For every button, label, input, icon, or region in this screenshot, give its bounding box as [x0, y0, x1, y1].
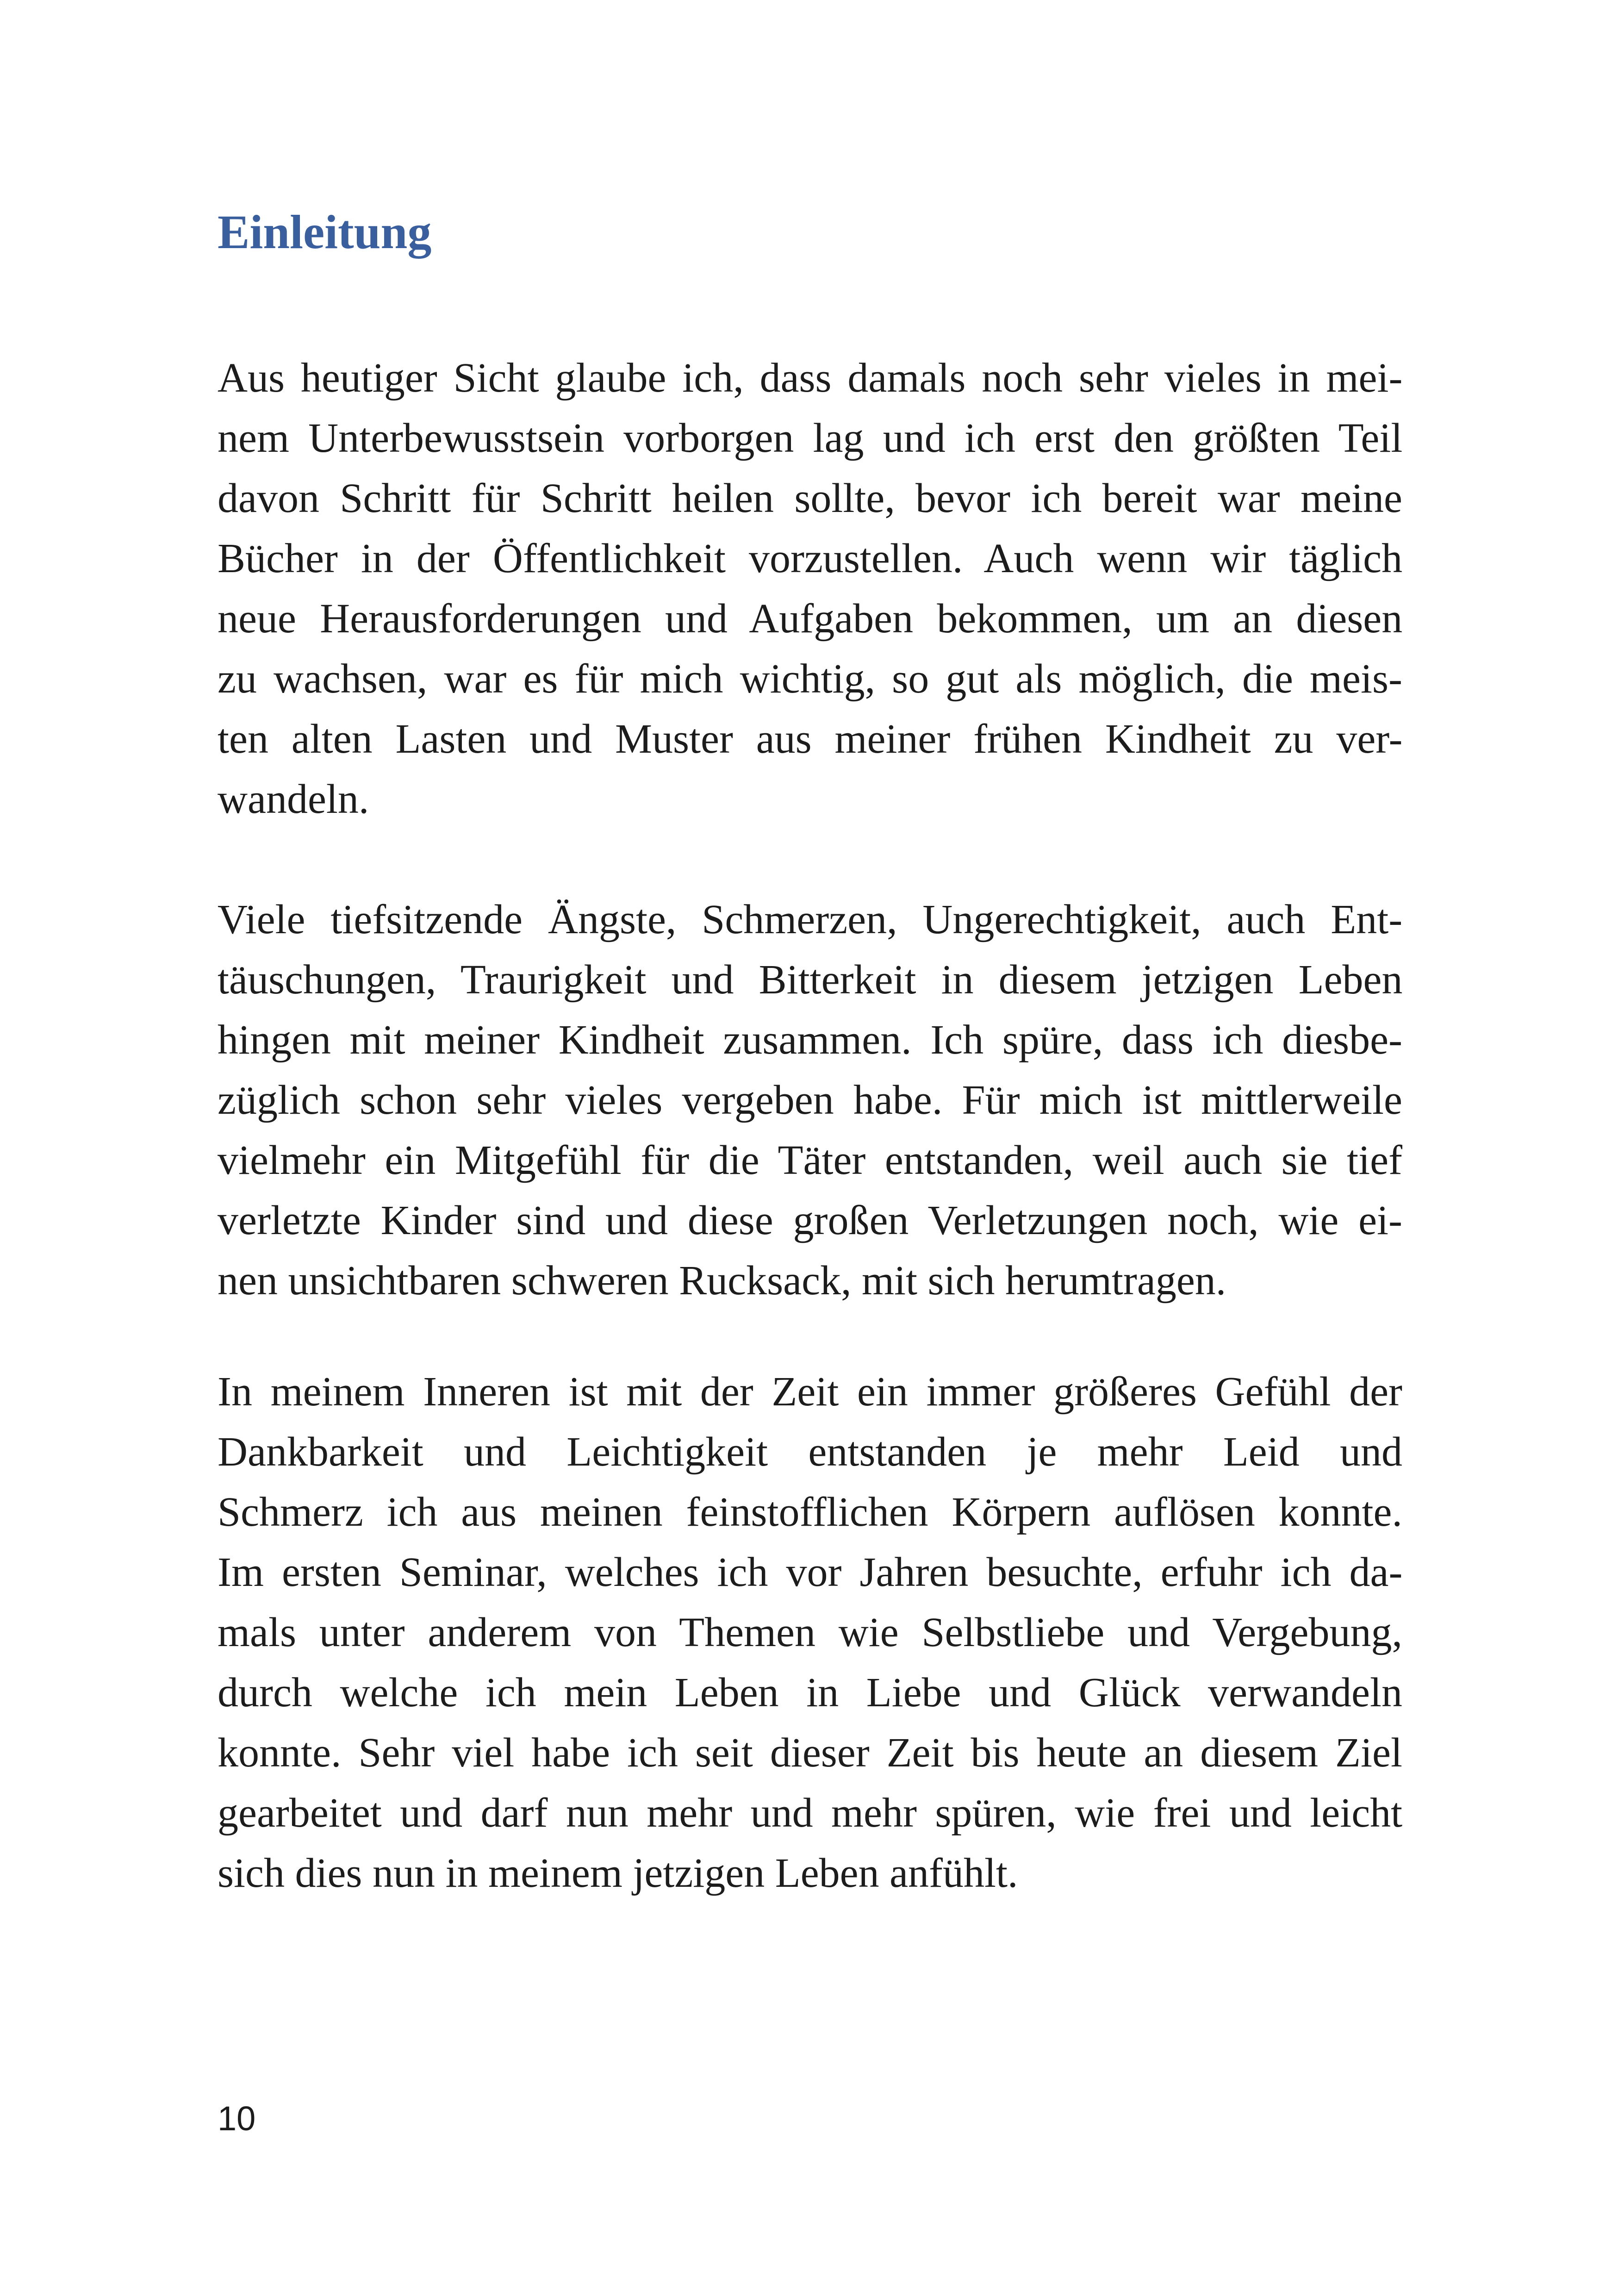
paragraph-line: Bücher in der Öffentlichkeit vorzustellen. Auch wenn wir täglich — [218, 536, 1403, 581]
paragraph-line: In meinem Inneren ist mit der Zeit ein immer größeres Gefühl der — [218, 1369, 1402, 1415]
paragraph-line: mals unter anderem von Themen wie Selbstliebe und Vergebung, — [218, 1610, 1402, 1655]
paragraph-line: hingen mit meiner Kindheit zusammen. Ich spüre, dass ich diesbe- — [218, 1017, 1402, 1063]
paragraph-line: wandeln. — [218, 776, 369, 822]
paragraph-line: verletzte Kinder sind und diese großen Verletzungen noch, wie ei- — [218, 1198, 1402, 1243]
paragraph-2 — [218, 890, 1402, 1311]
paragraph-line: Schmerz ich aus meinen feinstofflichen Körpern auflösen konnte. — [218, 1489, 1402, 1535]
paragraph-1 — [218, 348, 1402, 830]
paragraph-line: durch welche ich mein Leben in Liebe und Glück verwandeln — [218, 1670, 1402, 1716]
paragraph-line: zu wachsen, war es für mich wichtig, so gut als möglich, die meis- — [218, 656, 1402, 702]
paragraph-line: davon Schritt für Schritt heilen sollte, bevor ich bereit war meine — [218, 475, 1402, 521]
paragraph-line: nen unsichtbaren schweren Rucksack, mit sich herumtragen. — [218, 1258, 1226, 1304]
paragraph-line: sich dies nun in meinem jetzigen Leben anfühlt. — [218, 1850, 1018, 1896]
paragraph-line: Aus heutiger Sicht glaube ich, dass damals noch sehr vieles in mei- — [218, 355, 1403, 401]
paragraph-line: ten alten Lasten und Muster aus meiner frühen Kindheit zu ver- — [218, 716, 1403, 762]
paragraph-line: züglich schon sehr vieles vergeben habe. Für mich ist mittlerweile — [218, 1077, 1402, 1123]
paragraph-line: nem Unterbewusstsein vorborgen lag und ich erst den größten Teil — [218, 415, 1403, 461]
paragraph-line: konnte. Sehr viel habe ich seit dieser Zeit bis heute an diesem Ziel — [218, 1730, 1402, 1776]
paragraph-line: vielmehr ein Mitgefühl für die Täter entstanden, weil auch sie tief — [218, 1137, 1403, 1183]
paragraph-line: Dankbarkeit und Leichtigkeit entstanden je mehr Leid und — [218, 1429, 1402, 1475]
chapter-heading: Einleitung — [218, 206, 432, 259]
paragraph-line: Im ersten Seminar, welches ich vor Jahren besuchte, erfuhr ich da- — [218, 1549, 1403, 1595]
paragraph-line: neue Herausforderungen und Aufgaben bekommen, um an diesen — [218, 596, 1403, 642]
paragraph-line: gearbeitet und darf nun mehr und mehr spüren, wie frei und leicht — [218, 1790, 1403, 1836]
paragraph-3 — [218, 1362, 1402, 1903]
page-number: 10 — [218, 2099, 256, 2138]
paragraph-line: täuschungen, Traurigkeit und Bitterkeit in diesem jetzigen Leben — [218, 957, 1403, 1003]
paragraph-line: Viele tiefsitzende Ängste, Schmerzen, Ungerechtigkeit, auch Ent- — [218, 897, 1403, 942]
